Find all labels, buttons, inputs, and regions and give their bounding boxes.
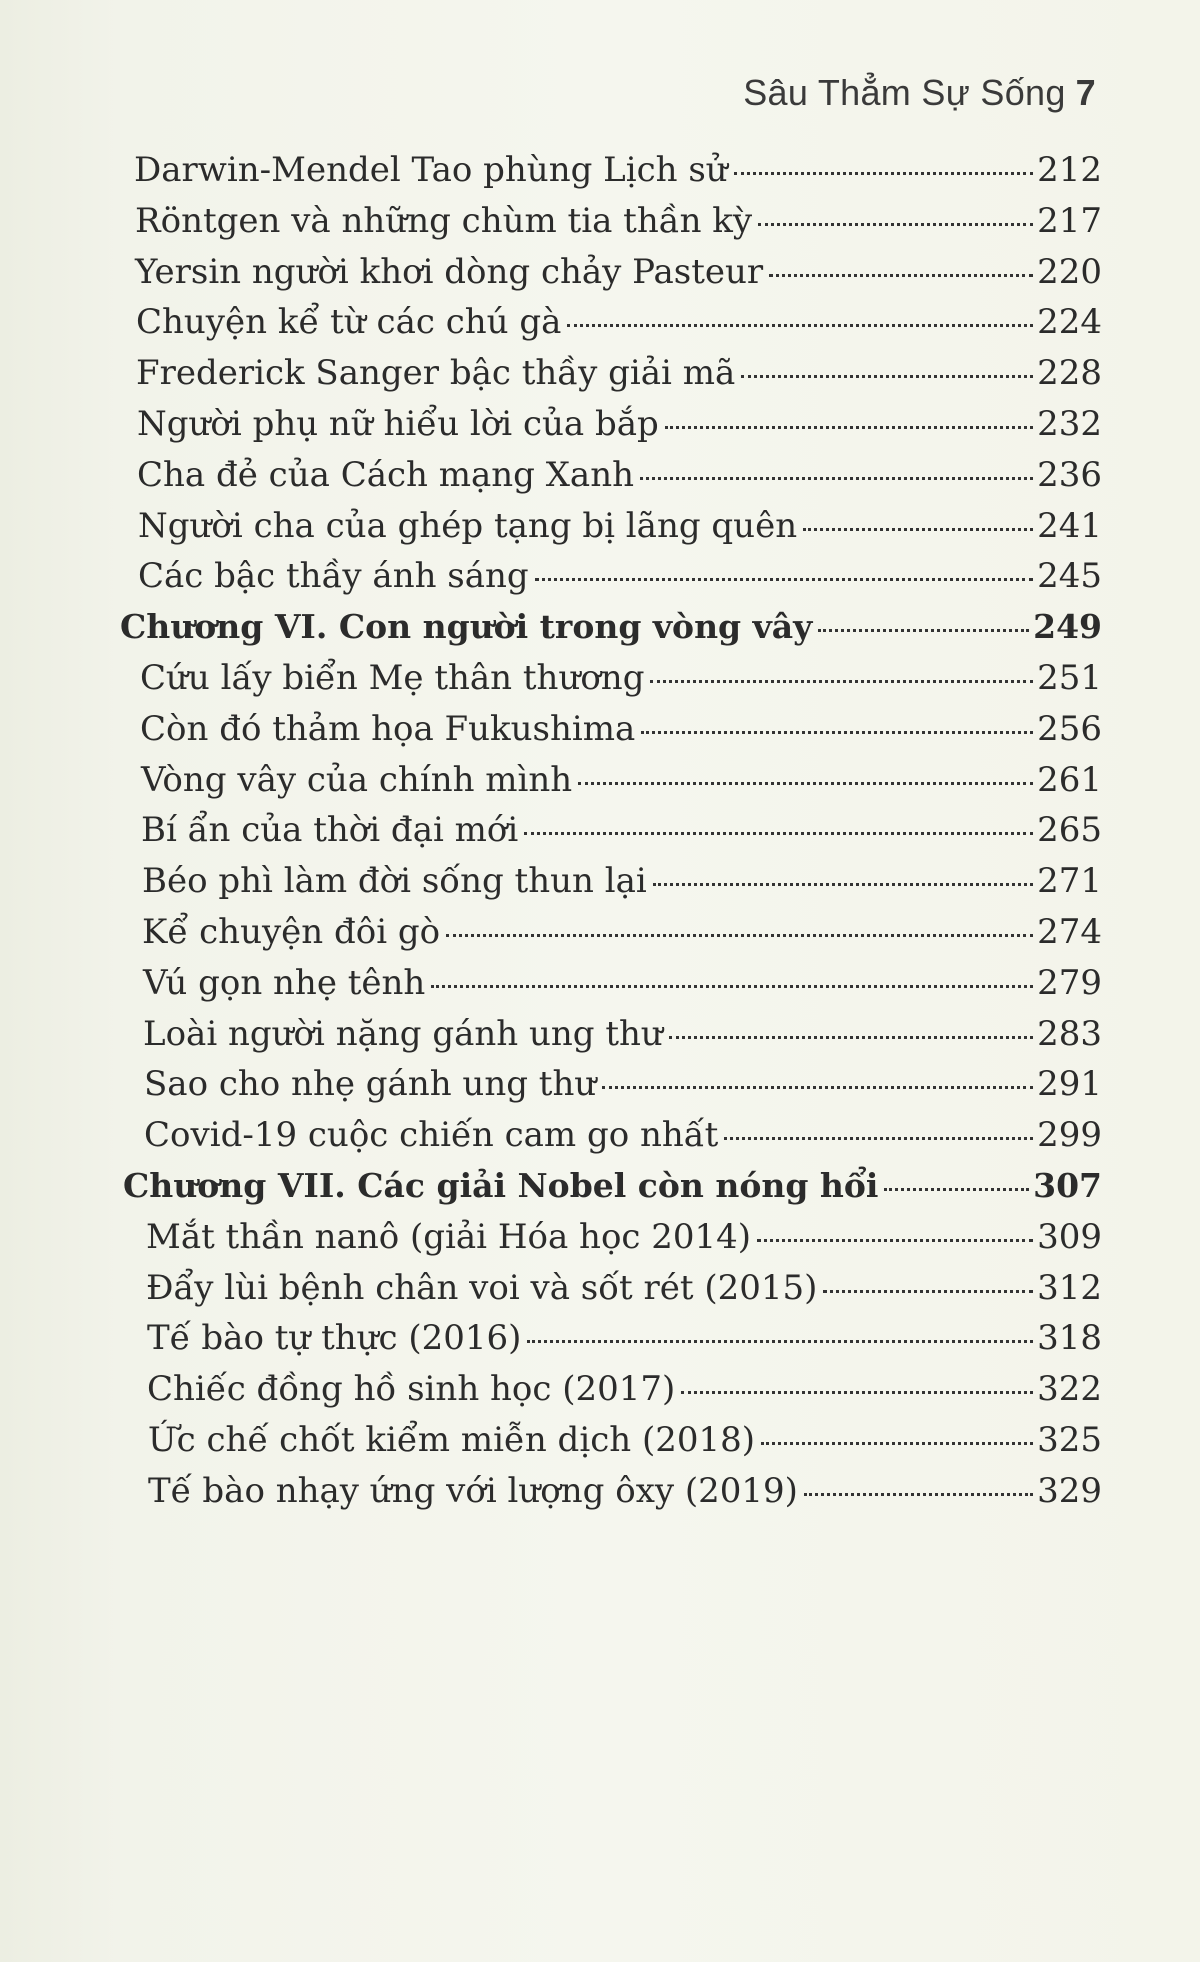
toc-entry-row xyxy=(137,455,1102,511)
toc-entry-row xyxy=(147,1369,1102,1425)
toc-title: Mắt thần nanô (giải Hóa học 2014) xyxy=(146,1216,752,1257)
toc-title: Darwin-Mendel Tao phùng Lịch sử xyxy=(134,150,728,190)
dot-leader xyxy=(734,172,1033,175)
toc-title: Ức chế chốt kiểm miễn dịch (2018) xyxy=(148,1420,756,1460)
toc-chapter-row xyxy=(120,607,1102,663)
toc-page-number: 318 xyxy=(1037,1318,1102,1359)
toc-title: Vú gọn nhẹ tênh xyxy=(143,962,426,1003)
toc-page-number: 322 xyxy=(1037,1369,1102,1410)
toc-page-number: 307 xyxy=(1033,1166,1102,1205)
dot-leader xyxy=(758,223,1033,226)
toc-page-number: 271 xyxy=(1037,861,1102,902)
dot-leader xyxy=(446,934,1033,937)
dot-leader xyxy=(431,985,1033,988)
toc-title: Chiếc đồng hồ sinh học (2017) xyxy=(147,1369,676,1410)
toc-title: Sao cho nhẹ gánh ung thư xyxy=(144,1064,597,1105)
dot-leader xyxy=(527,1340,1033,1343)
toc-title: Cứu lấy biển Mẹ thân thương xyxy=(140,658,645,698)
running-header xyxy=(743,72,1096,114)
toc-page-number: 232 xyxy=(1037,404,1102,444)
toc-entry-row xyxy=(136,353,1102,409)
dot-leader xyxy=(681,1391,1033,1394)
toc-title: Röntgen và những chùm tia thần kỳ xyxy=(135,200,753,241)
toc-page-number: 249 xyxy=(1033,607,1102,647)
toc-entry-row xyxy=(142,861,1102,917)
toc-page-number: 309 xyxy=(1037,1216,1102,1257)
toc-title: Chương VI. Con người trong vòng vây xyxy=(120,607,813,647)
toc-entry-row xyxy=(135,201,1102,257)
dot-leader xyxy=(884,1188,1029,1191)
toc-entry-row xyxy=(146,1268,1102,1324)
dot-leader xyxy=(669,1036,1033,1039)
toc-page-number: 279 xyxy=(1037,962,1102,1003)
toc-page-number: 283 xyxy=(1037,1013,1102,1054)
dot-leader xyxy=(653,883,1033,886)
toc-page-number: 274 xyxy=(1037,912,1102,952)
toc-page-number: 329 xyxy=(1037,1470,1102,1511)
toc-entry-row xyxy=(135,252,1102,308)
toc-title: Bí ẩn của thời đại mới xyxy=(141,810,519,851)
toc-chapter-row xyxy=(123,1166,1102,1222)
dot-leader xyxy=(757,1239,1033,1242)
dot-leader xyxy=(602,1086,1033,1089)
toc-title: Loài người nặng gánh ung thư xyxy=(143,1013,663,1054)
toc-page-number: 220 xyxy=(1037,251,1102,292)
dot-leader xyxy=(640,477,1033,480)
dot-leader xyxy=(578,782,1033,785)
toc-title: Chuyện kể từ các chú gà xyxy=(136,302,562,343)
toc-entry-row xyxy=(148,1471,1102,1527)
toc-title: Frederick Sanger bậc thầy giải mã xyxy=(136,353,736,394)
dot-leader xyxy=(741,375,1033,378)
toc-page-number: 245 xyxy=(1037,556,1102,597)
toc-title: Các bậc thầy ánh sáng xyxy=(138,556,529,597)
toc-page-number: 212 xyxy=(1037,150,1102,190)
toc-page-number: 241 xyxy=(1037,505,1102,546)
toc-entry-row xyxy=(143,963,1102,1019)
toc-entry-row xyxy=(142,912,1102,968)
toc-title: Chương VII. Các giải Nobel còn nóng hổi xyxy=(123,1166,879,1205)
toc-entry-row xyxy=(134,150,1102,206)
toc-page-number: 256 xyxy=(1037,708,1102,749)
toc-page-number: 265 xyxy=(1037,810,1102,851)
page-number: 7 xyxy=(1075,72,1096,113)
dot-leader xyxy=(535,578,1033,581)
toc-title: Người cha của ghép tạng bị lãng quên xyxy=(138,505,798,546)
toc-title: Yersin người khơi dòng chảy Pasteur xyxy=(135,251,764,292)
toc-entry-row xyxy=(143,1014,1102,1070)
toc-page-number: 236 xyxy=(1037,454,1102,495)
toc-entry-row xyxy=(146,1217,1102,1273)
toc-title: Béo phì làm đời sống thun lại xyxy=(142,861,647,902)
dot-leader xyxy=(804,1493,1033,1496)
toc-entry-row xyxy=(141,810,1102,866)
toc-page-number: 299 xyxy=(1037,1115,1102,1156)
toc-title: Tế bào nhạy ứng với lượng ôxy (2019) xyxy=(148,1470,798,1511)
dot-leader xyxy=(803,528,1033,531)
toc-page-number: 251 xyxy=(1037,658,1102,698)
toc-entry-row xyxy=(144,1115,1102,1171)
toc-title: Kể chuyện đôi gò xyxy=(142,912,441,952)
dot-leader xyxy=(818,629,1029,632)
toc-page-number: 312 xyxy=(1037,1267,1102,1308)
toc-title: Vòng vây của chính mình xyxy=(141,759,573,800)
toc-page-number: 291 xyxy=(1037,1064,1102,1105)
toc-entry-row xyxy=(141,760,1102,816)
toc-entry-row xyxy=(148,1420,1102,1476)
toc-title: Đẩy lùi bệnh chân voi và sốt rét (2015) xyxy=(146,1267,818,1308)
toc-entry-row xyxy=(140,658,1102,714)
toc-title: Cha đẻ của Cách mạng Xanh xyxy=(137,454,634,495)
toc-entry-row xyxy=(138,506,1102,562)
dot-leader xyxy=(724,1137,1033,1140)
dot-leader xyxy=(665,426,1033,429)
toc-entry-row xyxy=(138,556,1102,612)
toc-entry-row xyxy=(144,1064,1102,1120)
toc-page-number: 261 xyxy=(1037,759,1102,800)
toc-page-number: 228 xyxy=(1037,353,1102,394)
toc-title: Tế bào tự thực (2016) xyxy=(147,1318,522,1359)
toc-page-number: 224 xyxy=(1037,302,1102,343)
book-title: Sâu Thẳm Sự Sống xyxy=(743,72,1066,113)
toc-entry-row xyxy=(147,1318,1102,1374)
dot-leader xyxy=(567,324,1033,327)
dot-leader xyxy=(524,832,1033,835)
dot-leader xyxy=(823,1290,1033,1293)
toc-page-number: 217 xyxy=(1037,200,1102,241)
dot-leader xyxy=(761,1442,1033,1445)
toc-title: Người phụ nữ hiểu lời của bắp xyxy=(137,404,659,444)
dot-leader xyxy=(769,274,1033,277)
toc-entry-row xyxy=(137,404,1102,460)
toc-entry-row xyxy=(140,709,1102,765)
toc-title: Covid-19 cuộc chiến cam go nhất xyxy=(144,1115,719,1156)
toc-entry-row xyxy=(136,302,1102,358)
toc-page-number: 325 xyxy=(1037,1420,1102,1460)
dot-leader xyxy=(650,680,1033,683)
toc-title: Còn đó thảm họa Fukushima xyxy=(140,708,636,749)
dot-leader xyxy=(641,731,1033,734)
